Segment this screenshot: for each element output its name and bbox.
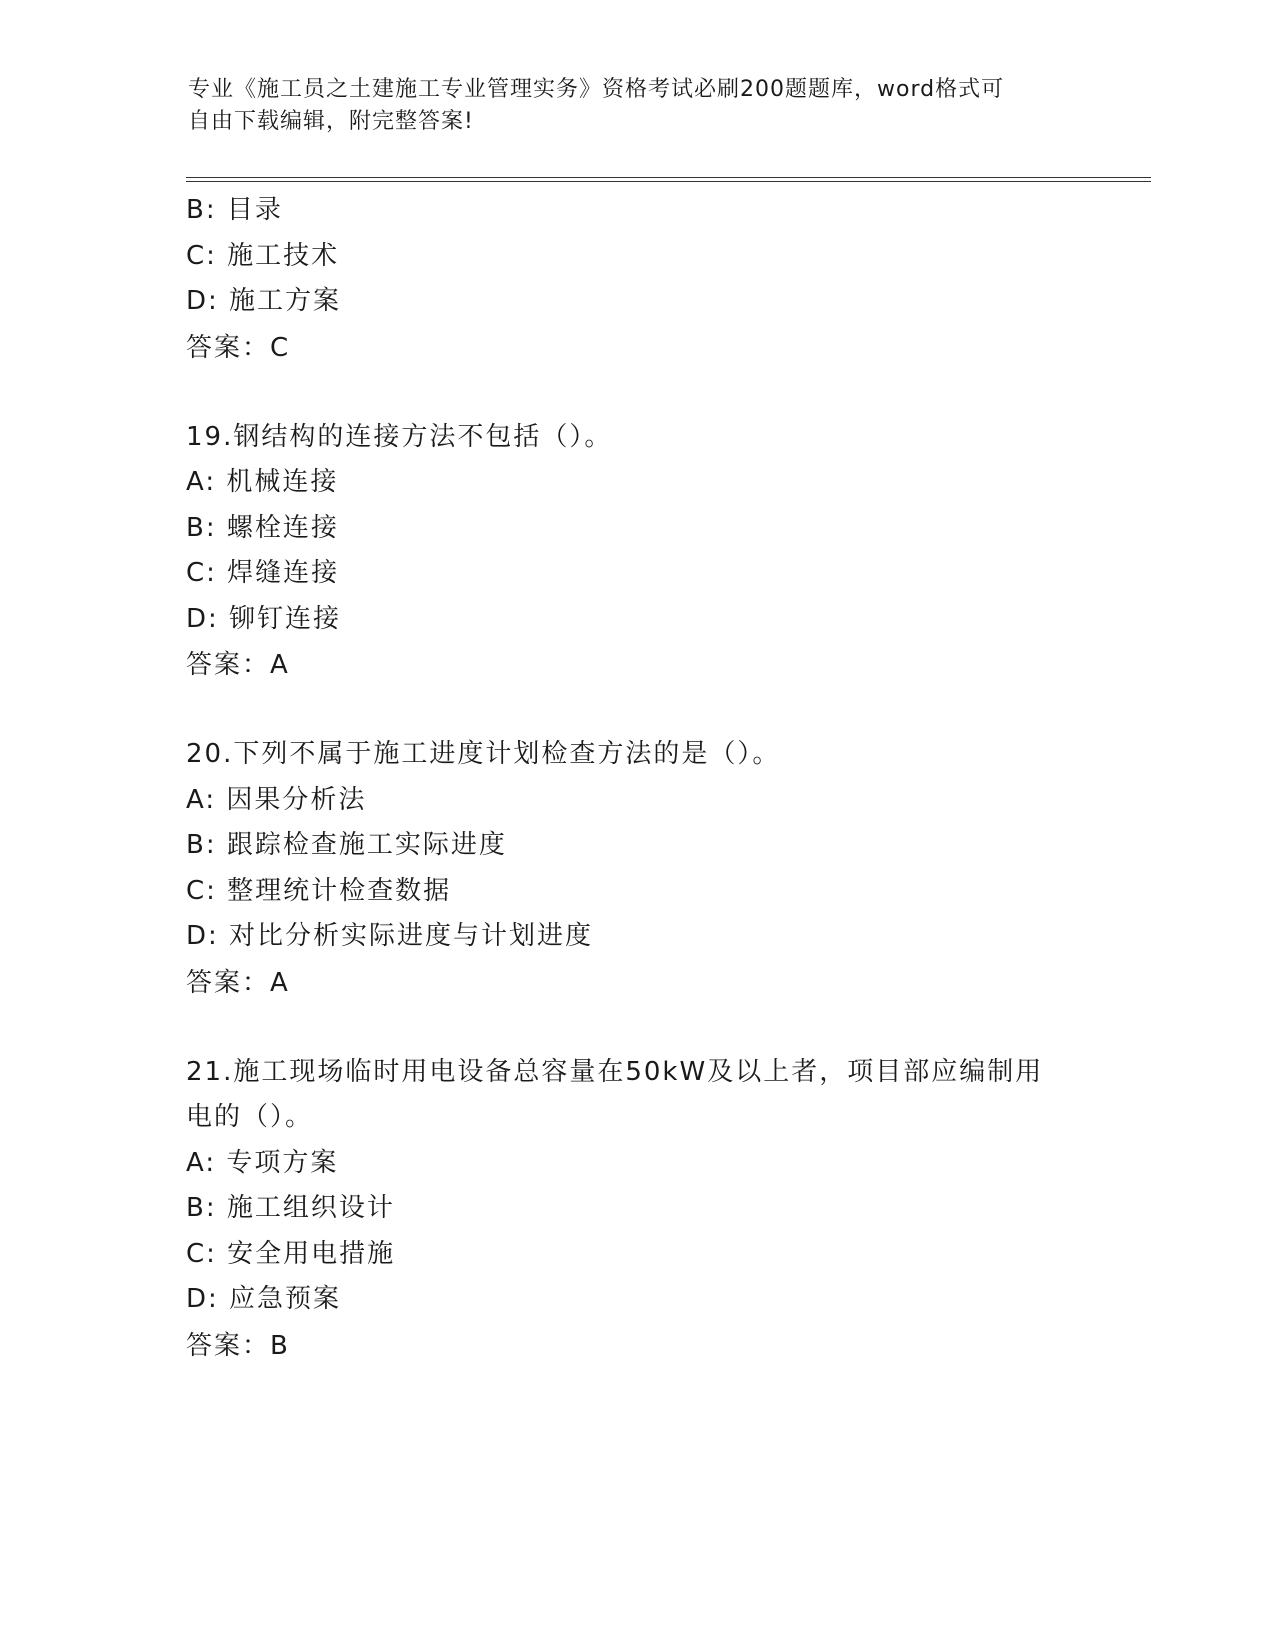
option-a: A: 专项方案 — [186, 1147, 339, 1178]
header-rule-top — [186, 177, 1151, 178]
header-line-2: 自由下载编辑，附完整答案! — [188, 109, 474, 134]
header-line-1: 专业《施工员之土建施工专业管理实务》资格考试必刷200题题库，word格式可 — [188, 77, 1005, 102]
spacer — [186, 688, 1086, 732]
question-block-18-continued — [186, 188, 1086, 371]
option-c: C: 施工技术 — [186, 240, 340, 271]
option-b: B: 目录 — [186, 195, 283, 225]
option-b: B: 跟踪检查施工实际进度 — [186, 830, 507, 860]
question-block-19 — [186, 415, 1086, 689]
option-d: D: 对比分析实际进度与计划进度 — [186, 921, 594, 951]
option-b: B: 螺栓连接 — [186, 512, 339, 543]
question-text-line-1: 21.施工现场临时用电设备总容量在50kW及以上者，项目部应编制用 — [186, 1056, 1044, 1087]
question-text-line-2: 电的（）。 — [186, 1102, 314, 1132]
option-d: D: 施工方案 — [186, 286, 342, 316]
option-a: A: 因果分析法 — [186, 784, 367, 815]
option-c: C: 整理统计检查数据 — [186, 875, 452, 906]
spacer — [186, 1006, 1086, 1050]
answer-line: 答案：A — [186, 967, 290, 998]
question-text: 19.钢结构的连接方法不包括（）。 — [186, 421, 613, 452]
question-text: 20.下列不属于施工进度计划检查方法的是（）。 — [186, 739, 781, 769]
option-d: D: 应急预案 — [186, 1284, 342, 1314]
option-c: C: 焊缝连接 — [186, 558, 340, 588]
answer-line: 答案：C — [186, 332, 291, 363]
answer-line: 答案：A — [186, 650, 290, 680]
question-block-20 — [186, 732, 1086, 1006]
option-b: B: 施工组织设计 — [186, 1193, 395, 1223]
document-header — [188, 74, 1068, 138]
option-c: C: 安全用电措施 — [186, 1238, 396, 1269]
spacer — [186, 371, 1086, 415]
header-rule-bottom — [186, 181, 1151, 182]
option-a: A: 机械连接 — [186, 467, 339, 497]
option-d: D: 铆钉连接 — [186, 603, 342, 634]
answer-line: 答案：B — [186, 1330, 290, 1361]
question-block-21 — [186, 1050, 1086, 1369]
question-list — [186, 188, 1086, 1369]
